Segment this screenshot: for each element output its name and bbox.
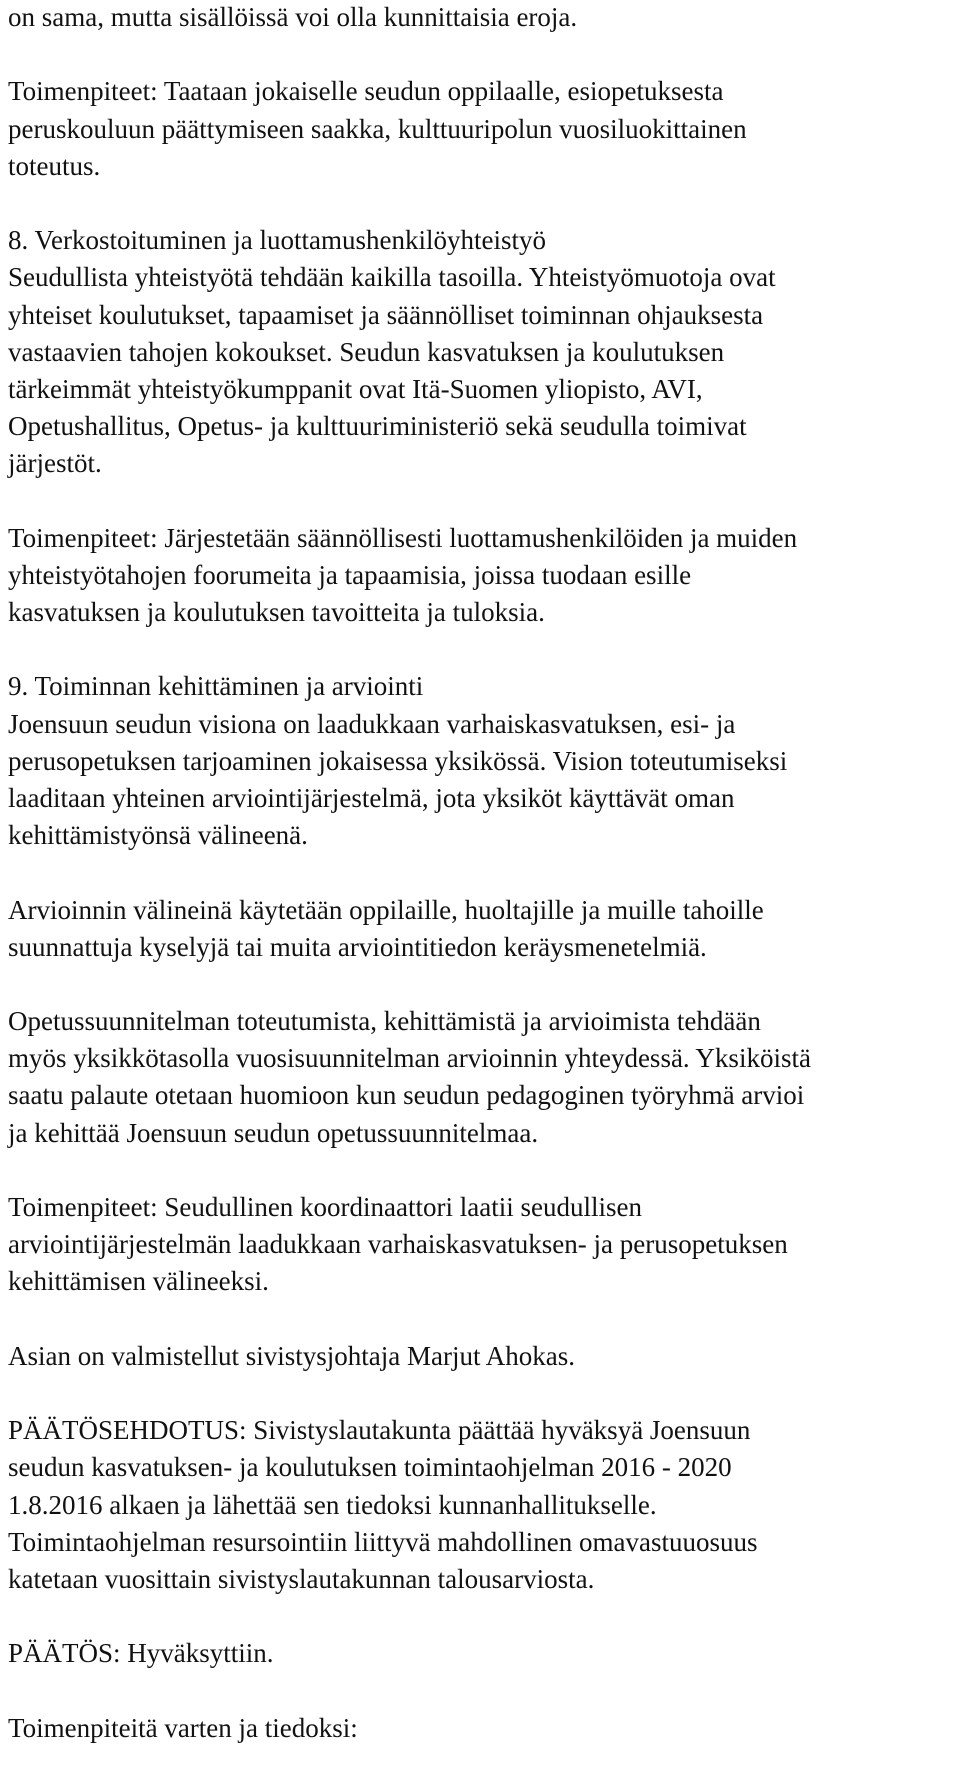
text-line: peruskouluun päättymiseen saakka, kulttuuripolun vuosiluokittainen	[8, 113, 747, 144]
text-line: myös yksikkötasolla vuosisuunnitelman arvioinnin yhteydessä. Yksiköistä	[8, 1043, 811, 1074]
paragraph-gap	[8, 1598, 953, 1635]
text-line: Toimenpiteet: Järjestetään säännöllisesti luottamushenkilöiden ja muiden	[8, 522, 798, 553]
paragraph-measures-8	[8, 520, 953, 632]
text-line: kehittämistyönsä välineenä.	[8, 820, 308, 851]
text-line: Asian on valmistellut sivistysjohtaja Marjut Ahokas.	[8, 1340, 575, 1371]
text-line: suunnattuja kyselyjä tai muita arviointitiedon keräysmenetelmiä.	[8, 931, 707, 962]
text-line: seudun kasvatuksen- ja koulutuksen toimintaohjelman 2016 - 2020	[8, 1452, 732, 1483]
paragraph-for-action	[8, 1710, 953, 1747]
text-line: arviointijärjestelmän laadukkaan varhaiskasvatuksen- ja perusopetuksen	[8, 1229, 788, 1260]
text-line: PÄÄTÖSEHDOTUS: Sivistyslautakunta päättää hyväksyä Joensuun	[8, 1415, 751, 1446]
text-line: katetaan vuosittain sivistyslautakunnan talousarviosta.	[8, 1563, 595, 1594]
text-line: tärkeimmät yhteistyökumppanit ovat Itä-Suomen yliopisto, AVI,	[8, 373, 703, 404]
text-line: saatu palaute otetaan huomioon kun seudun pedagoginen työryhmä arvioi	[8, 1080, 805, 1111]
text-line: yhteistyötahojen foorumeita ja tapaamisia, joissa tuodaan esille	[8, 559, 692, 590]
text-line: kehittämisen välineeksi.	[8, 1266, 269, 1297]
paragraph-prepared-by	[8, 1338, 953, 1375]
paragraph-gap	[8, 482, 953, 519]
text-line: vastaavien tahojen kokoukset. Seudun kasvatuksen ja koulutuksen	[8, 336, 725, 367]
text-line: on sama, mutta sisällöissä voi olla kunnittaisia eroja.	[8, 2, 578, 32]
paragraph-section-9	[8, 668, 953, 854]
document-page	[8, 0, 953, 1747]
paragraph-proposal	[8, 1412, 953, 1598]
text-line: Joensuun seudun visiona on laadukkaan varhaiskasvatuksen, esi- ja	[8, 708, 736, 739]
text-line: Toimenpiteet: Seudullinen koordinaattori laatii seudullisen	[8, 1192, 642, 1222]
text-line: Toimenpiteitä varten ja tiedoksi:	[8, 1712, 358, 1743]
paragraph-gap	[8, 854, 953, 891]
paragraph-gap	[8, 631, 953, 668]
text-line: ja kehittää Joensuun seudun opetussuunnitelmaa.	[8, 1117, 539, 1148]
text-line: PÄÄTÖS: Hyväksyttiin.	[8, 1638, 274, 1669]
paragraph-measures-9	[8, 1189, 953, 1301]
paragraph-gap	[8, 36, 953, 73]
section-heading: 9. Toiminnan kehittäminen ja arviointi	[8, 671, 424, 702]
paragraph-gap	[8, 1301, 953, 1338]
paragraph-gap	[8, 1672, 953, 1709]
paragraph-gap	[8, 1152, 953, 1189]
text-line: Seudullista yhteistyötä tehdään kaikilla tasoilla. Yhteistyömuotoja ovat	[8, 262, 776, 293]
paragraph-gap	[8, 185, 953, 222]
text-line: Toimenpiteet: Taataan jokaiselle seudun oppilaalle, esiopetuksesta	[8, 76, 724, 107]
paragraph-gap	[8, 1375, 953, 1412]
text-line: Opetussuunnitelman toteutumista, kehittämistä ja arvioimista tehdään	[8, 1006, 761, 1037]
paragraph-gap	[8, 966, 953, 1003]
paragraph-evaluation-tools	[8, 892, 953, 966]
text-line: järjestöt.	[8, 448, 102, 479]
text-line: Arvioinnin välineinä käytetään oppilaille, huoltajille ja muille tahoille	[8, 894, 764, 925]
section-heading: 8. Verkostoituminen ja luottamushenkilöyhteistyö	[8, 225, 546, 256]
paragraph-intro-tail	[8, 0, 953, 36]
text-line: yhteiset koulutukset, tapaamiset ja säännölliset toiminnan ohjauksesta	[8, 299, 764, 330]
paragraph-section-8	[8, 222, 953, 482]
text-line: 1.8.2016 alkaen ja lähettää sen tiedoksi kunnanhallitukselle.	[8, 1489, 657, 1520]
text-line: kasvatuksen ja koulutuksen tavoitteita ja tuloksia.	[8, 597, 545, 627]
text-line: Opetushallitus, Opetus- ja kulttuuriministeriö sekä seudulla toimivat	[8, 411, 747, 442]
text-line: perusopetuksen tarjoaminen jokaisessa yksikössä. Vision toteutumiseksi	[8, 745, 788, 776]
text-line: toteutus.	[8, 150, 101, 181]
paragraph-curriculum-evaluation	[8, 1003, 953, 1152]
text-line: Toimintaohjelman resursointiin liittyvä mahdollinen omavastuuosuus	[8, 1526, 758, 1557]
paragraph-decision	[8, 1635, 953, 1672]
paragraph-measures-7	[8, 73, 953, 185]
text-line: laaditaan yhteinen arviointijärjestelmä, jota yksiköt käyttävät oman	[8, 782, 735, 813]
